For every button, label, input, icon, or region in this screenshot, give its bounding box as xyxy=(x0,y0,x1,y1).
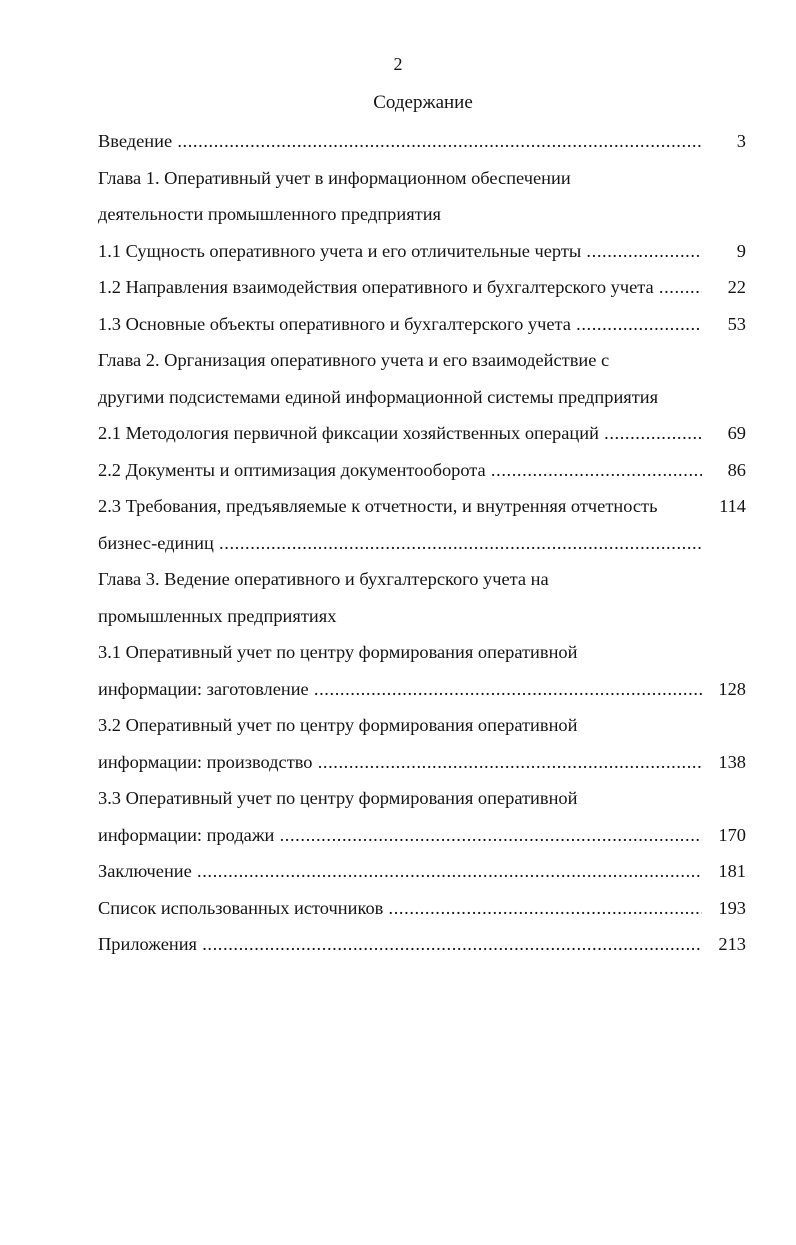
toc-row xyxy=(98,237,748,274)
toc-entry-text: 3.2 Оперативный учет по центру формирования оперативной xyxy=(98,715,578,735)
toc-entry-text: Глава 2. Организация оперативного учета и его взаимодействие с xyxy=(98,350,610,370)
toc-row xyxy=(98,419,748,456)
toc-entry-text: Заключение ..... xyxy=(98,857,702,885)
toc-page-number: 213 xyxy=(718,934,746,954)
toc-row xyxy=(98,602,748,639)
toc-row xyxy=(98,711,748,748)
toc-entry-text: другими подсистемами единой информационной системы предприятия xyxy=(98,386,659,407)
toc-row xyxy=(98,200,748,237)
toc-entry-text: информации: производство ..... xyxy=(98,748,702,776)
toc-row xyxy=(98,127,748,164)
toc-row xyxy=(98,346,748,383)
toc-entry-text: 2.3 Требования, предъявляемые к отчетности, и внутренняя отчетность xyxy=(98,496,658,516)
toc-row xyxy=(98,456,748,493)
toc-row xyxy=(98,784,748,821)
toc-row xyxy=(98,273,748,310)
toc-page-number: 53 xyxy=(727,313,746,334)
toc-entry-text: 1.2 Направления взаимодействия оперативного и бухгалтерского учета ..... xyxy=(98,273,702,301)
toc-row xyxy=(98,383,748,420)
table-of-contents xyxy=(98,127,748,967)
toc-page-number: 114 xyxy=(719,496,746,516)
toc-entry-text: 2.1 Методология первичной фиксации хозяйственных операций ..... xyxy=(98,419,702,447)
toc-page-number: 193 xyxy=(718,897,746,918)
toc-page-number: 128 xyxy=(718,678,746,699)
toc-entry-text: 1.3 Основные объекты оперативного и бухгалтерского учета ..... xyxy=(98,310,702,338)
toc-page-number: 69 xyxy=(727,423,746,443)
toc-row xyxy=(98,675,748,712)
toc-entry-text: 3.3 Оперативный учет по центру формирования оперативной xyxy=(98,788,578,808)
toc-entry-text: 1.1 Сущность оперативного учета и его отличительные черты ..... xyxy=(98,237,702,265)
toc-row xyxy=(98,164,748,201)
toc-entry-text: 3.1 Оперативный учет по центру формирования оперативной xyxy=(98,642,578,662)
toc-entry-text: Приложения ..... xyxy=(98,930,702,958)
toc-entry-text: Список использованных источников ..... xyxy=(98,894,702,922)
toc-row xyxy=(98,930,748,967)
toc-entry-text: деятельности промышленного предприятия xyxy=(98,204,442,224)
toc-row xyxy=(98,748,748,785)
toc-entry-text: 2.2 Документы и оптимизация документооборота ..... xyxy=(98,456,702,484)
toc-entry-text: Глава 1. Оперативный учет в информационном обеспечении xyxy=(98,167,571,188)
page-number: 2 xyxy=(393,54,403,74)
toc-row xyxy=(98,857,748,894)
toc-entry-text: информации: заготовление ..... xyxy=(98,675,702,703)
toc-page-number: 22 xyxy=(727,277,746,297)
toc-row xyxy=(98,529,748,566)
toc-row xyxy=(98,310,748,347)
toc-page-number: 181 xyxy=(718,861,746,881)
toc-page-number: 170 xyxy=(718,824,746,845)
toc-row xyxy=(98,821,748,858)
toc-row xyxy=(98,894,748,931)
toc-entry-text: Глава 3. Ведение оперативного и бухгалтерского учета на xyxy=(98,569,549,589)
toc-row xyxy=(98,638,748,675)
toc-row xyxy=(98,565,748,602)
toc-title: Содержание xyxy=(373,92,473,113)
toc-page-number: 138 xyxy=(718,751,746,772)
toc-entry-text: Введение ..... xyxy=(98,127,702,155)
toc-entry-text: бизнес-единиц ..... xyxy=(98,529,702,557)
toc-entry-text: информации: продажи ..... xyxy=(98,821,702,849)
toc-page-number: 86 xyxy=(727,459,746,480)
toc-page-number: 9 xyxy=(736,240,746,261)
toc-entry-text: промышленных предприятиях xyxy=(98,605,337,626)
toc-row xyxy=(98,492,748,529)
toc-page-number: 3 xyxy=(736,131,746,151)
